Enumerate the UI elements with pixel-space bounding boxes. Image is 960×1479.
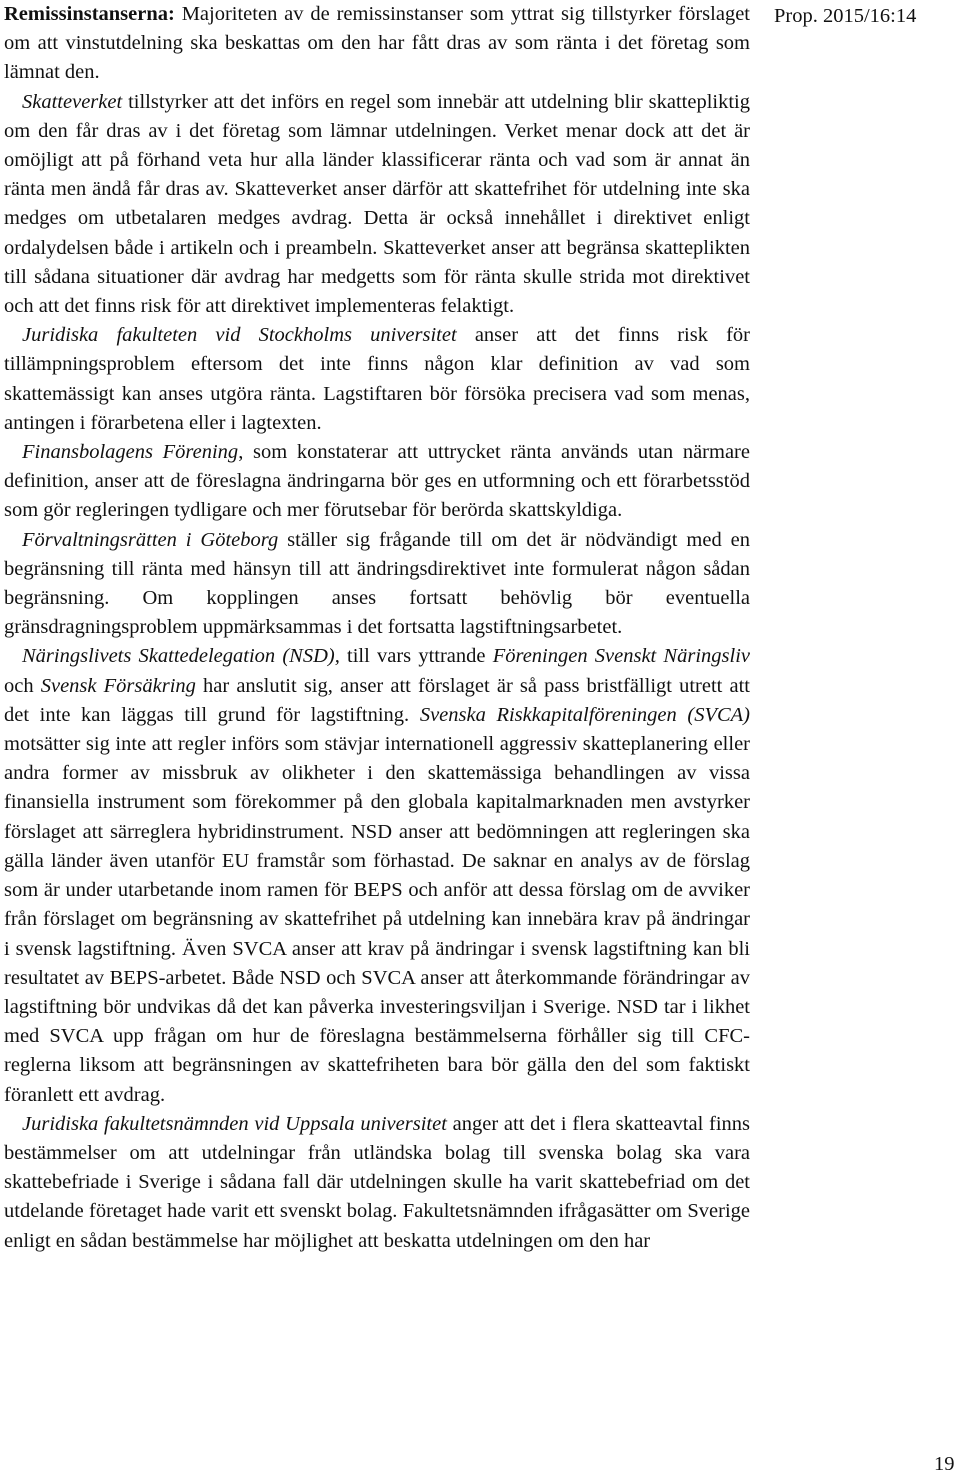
paragraph-finansbolagens-forening (4, 438, 750, 526)
organization-name: Juridiska fakultetsnämnden vid Uppsala universitet (22, 1112, 447, 1135)
paragraph-text: ställer sig frågande till om det är nödvändigt med en begränsning till ränta med hänsyn till att ändringsdirektivet inte formulerat någon sådan begränsning. Om kopplingen anses fortsatt behövlig bör eventuella gränsdragningsproblem uppmärksammas i det fortsatta lagstiftningsarbetet. (4, 528, 750, 639)
page-number: 19 (934, 1453, 955, 1475)
paragraph-text: har anslutit sig, anser att förslaget är så pass bristfälligt utrett att det inte kan läggas till grund för lagstiftning. (4, 674, 750, 726)
paragraph-text: och (4, 674, 41, 697)
organization-name: Näringslivets Skattedelegation (NSD), (22, 645, 340, 668)
organization-name: Juridiska fakulteten vid Stockholms universitet (22, 324, 457, 347)
paragraph-text: motsätter sig inte att regler införs som stävjar internationell aggressiv skatteplanering eller andra former av missbruk av olikheter i den skattemässiga behandlingen av vissa finansiella instrument som förekommer på den globala kapitalmarknaden men avstyrker förslaget att särreglera hybridinstrument. NSD anser att bedömningen att regleringen ska gälla länder även utanför EU framstår som förhastad. De saknar en analys av de förslag som är under utarbetande inom ramen för BEPS och anför att dessa förslag om de avviker från förslaget om begränsning av skattefrihet på utdelning kan innebära krav på ändringar i svensk lagstiftning. Även SVCA anser att krav på ändringar i svensk lagstiftning kan bli resultatet av BEPS-arbetet. Både NSD och SVCA anser att återkommande förändringar av lagstiftning bör undvikas då det kan påverka investeringsviljan i Sverige. NSD tar i likhet med SVCA upp frågan om hur de föreslagna bestämmelserna förhåller sig till CFC-reglerna liksom att begränsningen av skattefriheten bara bör gälla den del som faktiskt föranlett ett avdrag. (4, 733, 750, 1106)
paragraph-uppsala-universitet (4, 1110, 750, 1256)
organization-name: Svenska Riskkapitalföreningen (SVCA) (419, 703, 751, 726)
section-heading: Remissinstanserna: (4, 3, 175, 25)
paragraph-remissinstanserna (4, 0, 750, 88)
paragraph-text: , som konstaterar att uttrycket ränta används utan närmare definition, anser att de föreslagna ändringarna bör ges en utformning och ett förarbetsstöd som gör regleringen tydligare och mer förutsebar för berörda skattskyldiga. (4, 441, 750, 522)
paragraph-text: anser att det finns risk för tillämpningsproblem eftersom det inte finns någon klar definition av vad som skattemässigt kan anses utgöra ränta. Lagstiftaren bör försöka precisera vad som menas, antingen i förarbetena eller i lagtexten. (4, 324, 750, 434)
paragraph-text: till vars yttrande (339, 645, 493, 668)
paragraph-stockholms-universitet (4, 321, 750, 438)
organization-name: Föreningen Svenskt Näringsliv (492, 645, 750, 668)
proposition-reference: Prop. 2015/16:14 (774, 5, 917, 27)
paragraph-nsd (4, 642, 750, 1109)
paragraph-text: tillstyrker att det införs en regel som innebär att utdelning blir skattepliktig om den får dras av i det företag som lämnar utdelningen. Verket menar dock att det är omöjligt att på förhand veta hur alla länder klassificerar ränta och vad som är annat än ränta men ändå får dras av. Skatteverket anser därför att skattefrihet för utdelning inte ska medges om utbetalaren medges avdrag. Detta är också innehållet i direktivet enligt ordalydelsen både i artikeln och i preambeln. Skatteverket anser att begränsa skatteplikten till sådana situationer där avdrag har medgetts som för ränta skulle strida mot direktivet och att det finns risk för att direktivet implementeras felaktigt. (4, 90, 750, 318)
paragraph-text: anger att det i flera skatteavtal finns bestämmelser om att utdelningar från utländska bolag till svenska bolag ska vara skattebefriade i Sverige i sådana fall där utdelningen skulle ha varit skattebefriad om det utdelande företaget hade varit ett svenskt bolag. Fakultetsnämnden ifrågasätter om Sverige enligt en sådan bestämmelse har möjlighet att beskatta utdelningen om den har (4, 1112, 750, 1252)
paragraph-text: Majoriteten av de remissinstanser som yttrat sig tillstyrker förslaget om att vinstutdelning ska beskattas om den har fått dras av som ränta i det företag som lämnat den. (4, 3, 750, 84)
organization-name: Svensk Försäkring (40, 674, 196, 697)
paragraph-skatteverket (4, 88, 750, 322)
organization-name: Skatteverket (22, 90, 123, 113)
organization-name: Förvaltningsrätten i Göteborg (22, 528, 279, 551)
organization-name: Finansbolagens Förening (22, 441, 239, 464)
document-body (4, 0, 750, 1256)
paragraph-forvaltningsratten (4, 526, 750, 643)
